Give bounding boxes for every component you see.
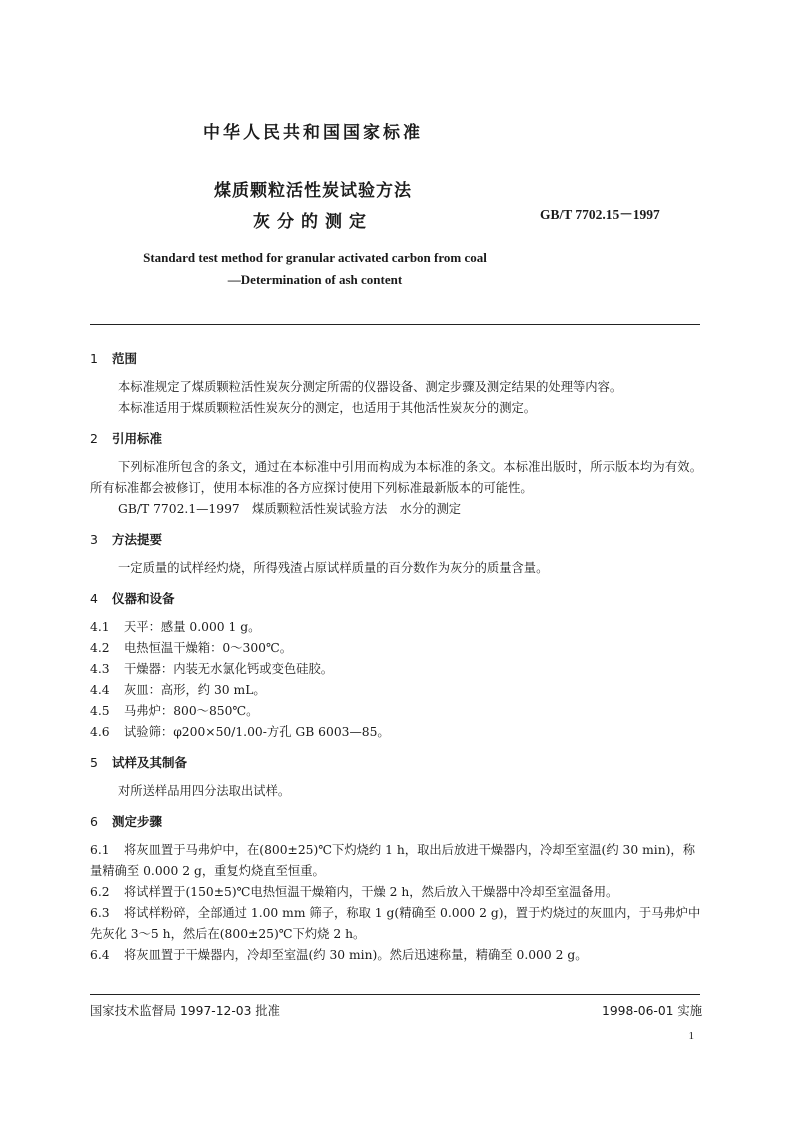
list-item [90, 945, 702, 966]
item-text: 灰皿：高形，约 30 mL。 [124, 683, 266, 697]
title-line-1: 煤质颗粒活性炭试验方法 [214, 181, 412, 201]
document-body [90, 348, 702, 966]
item-text: 将灰皿置于马弗炉中，在(800±25)℃下灼烧约 1 h，取出后放进干燥器内，冷却至室温(约 30 min)，称量精确至 0.000 2 g，重复灼烧直至恒重。 [90, 843, 696, 878]
section-title: 范围 [112, 351, 138, 366]
item-number: 6.2 [90, 885, 110, 899]
item-text: 电热恒温干燥箱：0～300℃。 [124, 641, 293, 655]
item-number: 4.5 [90, 704, 110, 718]
title-line-2: 灰分的测定 [253, 212, 373, 232]
section-number: 5 [90, 755, 98, 770]
english-title [100, 247, 530, 291]
standard-organization: 中华人民共和国国家标准 [203, 123, 423, 143]
english-title-line-1: Standard test method for granular activated carbon from coal [143, 250, 487, 265]
list-item [90, 617, 702, 638]
item-text: 将试样粉碎，全部通过 1.00 mm 筛子，称取 1 g(精确至 0.000 2 g)，置于灼烧过的灰皿内，于马弗炉中先灰化 3～5 h，然后在(800±25)℃下灼烧 2 h。 [90, 906, 701, 941]
item-text: 将灰皿置于干燥器内，冷却至室温(约 30 min)。然后迅速称量，精确至 0.000 2 g。 [124, 948, 588, 962]
english-title-line-2: —Determination of ash content [227, 272, 403, 287]
section-1-heading [90, 348, 702, 369]
section-number: 4 [90, 591, 98, 606]
list-item [90, 680, 702, 701]
standard-number: GB/T 7702.15－1997 [540, 207, 660, 222]
paragraph: 本标准适用于煤质颗粒活性炭灰分的测定，也适用于其他活性炭灰分的测定。 [118, 401, 537, 415]
paragraph: 一定质量的试样经灼烧，所得残渣占原试样质量的百分数作为灰分的质量含量。 [118, 561, 549, 575]
section-number: 6 [90, 814, 98, 829]
paragraph: 下列标准所包含的条文，通过在本标准中引用而构成为本标准的条文。本标准出版时，所示版本均为有效。所有标准都会被修订，使用本标准的各方应探讨使用下列标准最新版本的可能性。 [90, 460, 702, 495]
section-title: 引用标准 [112, 431, 163, 446]
section-2-heading [90, 428, 702, 449]
implementation-date: 1998-06-01 实施 [602, 1004, 702, 1018]
list-item [90, 659, 702, 680]
item-number: 6.1 [90, 843, 110, 857]
section-6-heading [90, 811, 702, 832]
section-3-heading [90, 529, 702, 550]
paragraph: 本标准规定了煤质颗粒活性炭灰分测定所需的仪器设备、测定步骤及测定结果的处理等内容。 [118, 380, 623, 394]
list-item [90, 903, 702, 945]
item-number: 6.4 [90, 948, 110, 962]
item-number: 4.6 [90, 725, 110, 739]
section-title: 测定步骤 [112, 814, 163, 829]
section-title: 方法提要 [112, 532, 163, 547]
list-item [90, 638, 702, 659]
section-number: 2 [90, 431, 98, 446]
page-number: 1 [688, 1030, 694, 1042]
section-number: 1 [90, 351, 98, 366]
item-text: 天平：感量 0.000 1 g。 [124, 620, 261, 634]
item-number: 4.1 [90, 620, 110, 634]
list-item [90, 840, 702, 882]
reference-standard: GB/T 7702.1—1997 煤质颗粒活性炭试验方法 水分的测定 [118, 502, 462, 516]
list-item [90, 882, 702, 903]
header-divider [90, 324, 700, 325]
section-number: 3 [90, 532, 98, 547]
section-title: 试样及其制备 [112, 755, 188, 770]
section-4-heading [90, 588, 702, 609]
item-text: 试验筛：φ200×50/1.00-方孔 GB 6003—85。 [124, 725, 390, 739]
item-number: 4.4 [90, 683, 110, 697]
section-title: 仪器和设备 [112, 591, 175, 606]
approval-info: 国家技术监督局 1997-12-03 批准 [90, 1004, 280, 1018]
paragraph: 对所送样品用四分法取出试样。 [118, 784, 291, 798]
item-number: 6.3 [90, 906, 110, 920]
item-text: 马弗炉：800～850℃。 [124, 704, 259, 718]
item-text: 干燥器：内装无水氯化钙或变色硅胶。 [124, 662, 334, 676]
section-5-heading [90, 752, 702, 773]
list-item [90, 722, 702, 743]
chinese-title [168, 176, 458, 238]
item-text: 将试样置于(150±5)℃电热恒温干燥箱内，干燥 2 h，然后放入干燥器中冷却至室温备用。 [124, 885, 619, 899]
list-item [90, 701, 702, 722]
footer-divider [90, 994, 700, 995]
item-number: 4.2 [90, 641, 110, 655]
item-number: 4.3 [90, 662, 110, 676]
